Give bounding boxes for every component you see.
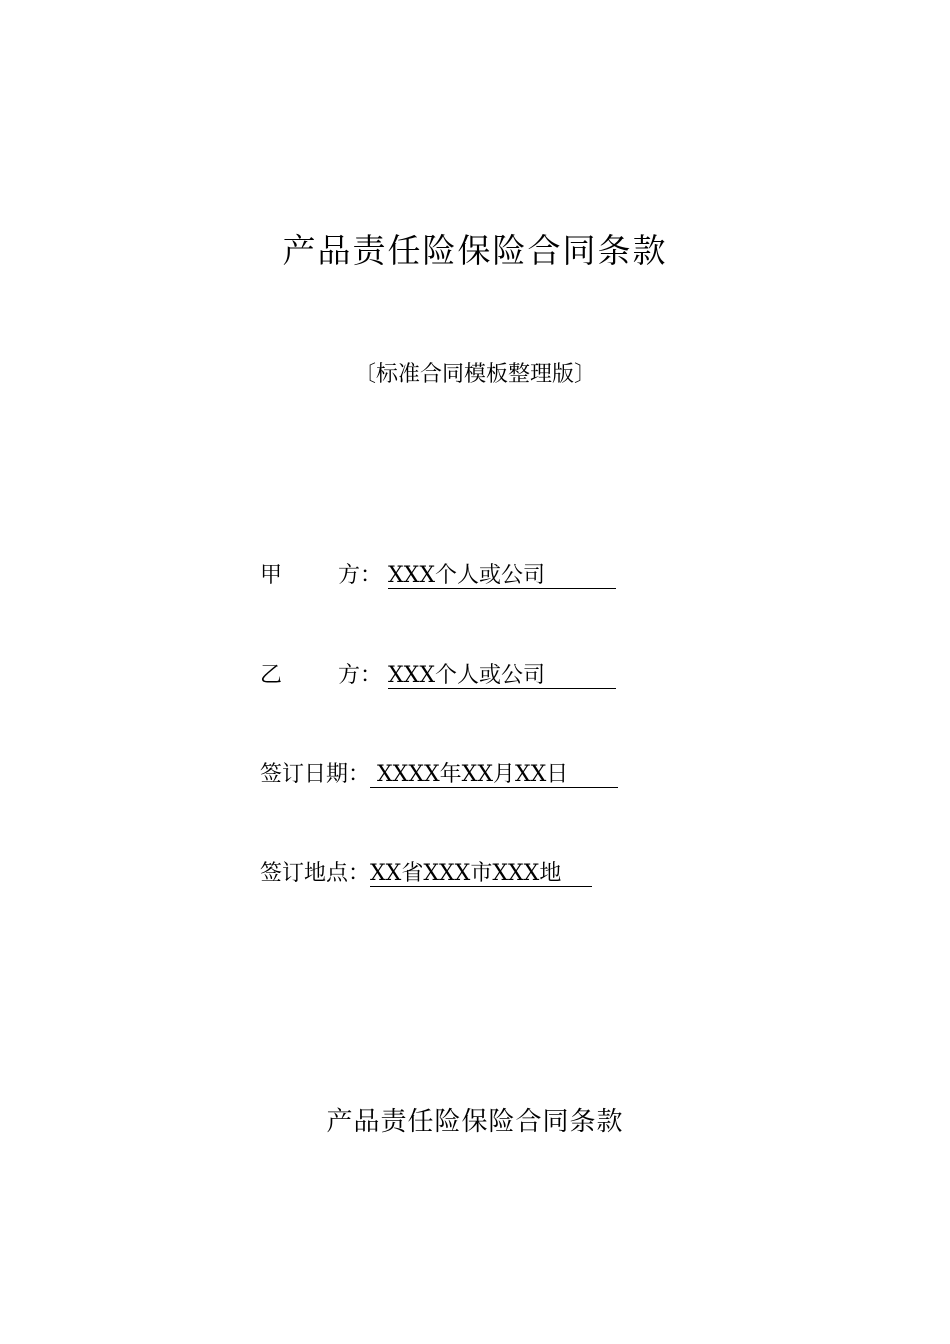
document-subtitle: 〔标准合同模板整理版〕 [353,362,596,387]
signing-place-label: 签订地点： [260,861,371,886]
party-b-value: XXX个人或公司 [388,664,616,689]
document-title: 产品责任险保险合同条款 [282,231,668,270]
signing-date-field [260,759,618,791]
party-b-label: 乙 方： [260,663,383,688]
body-title: 产品责任险保险合同条款 [326,1107,624,1137]
party-b-field [260,660,616,692]
signing-date-value: XXXX年XX月XX日 [370,763,618,788]
signing-place-field [260,858,592,890]
party-a-value: XXX个人或公司 [388,564,616,589]
party-a-label: 甲 方： [260,563,383,588]
party-a-field [260,560,616,592]
signing-date-label: 签订日期： [260,762,371,787]
signing-place-value: XX省XXX市XXX地 [370,862,592,887]
